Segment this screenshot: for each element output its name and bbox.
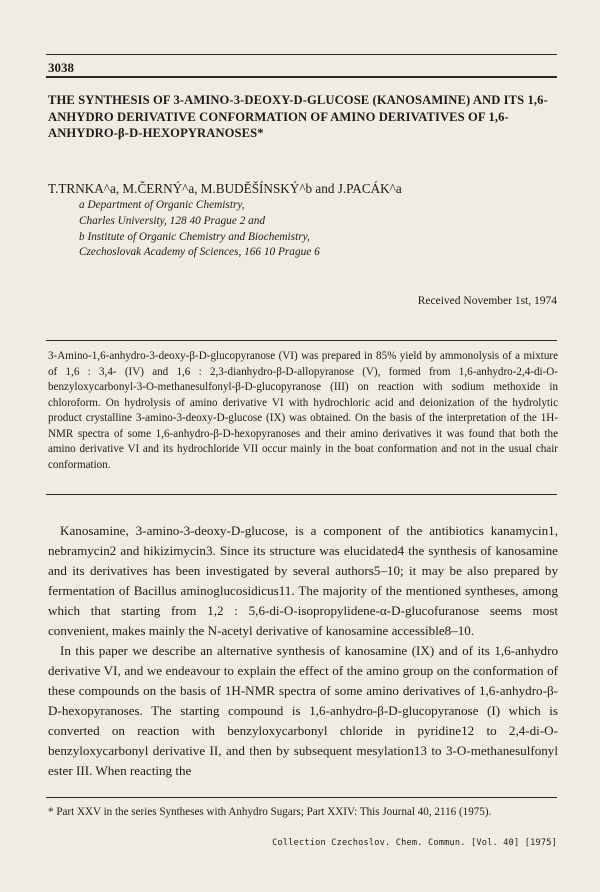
footnote-rule bbox=[46, 797, 557, 798]
footnote: * Part XXV in the series Syntheses with Anhydro Sugars; Part XXIV: This Journal 40, 2116 (1975). bbox=[48, 806, 492, 818]
author-list: T.TRNKA^a, M.ČERNÝ^a, M.BUDĚŠÍNSKÝ^b and J.PACÁK^a bbox=[48, 181, 402, 196]
affiliation-line: a Department of Organic Chemistry, bbox=[79, 199, 245, 211]
affiliation-line: Czechoslovak Academy of Sciences, 166 10 Prague 6 bbox=[79, 246, 320, 259]
journal-footer: Collection Czechoslov. Chem. Commun. [Vol. 40] [1975] bbox=[272, 838, 557, 848]
header-rule bbox=[46, 76, 557, 78]
body-paragraph: In this paper we describe an alternative synthesis of kanosamine (IX) and of its 1,6-anhydro derivative VI, and we endeavour to explain the effect of the amino group on the conformation of these compounds on the basis of 1H-NMR spectra of some amino derivatives of 1,6-anhydro-β-D-hexopyranoses. The starting compound is 1,6-anhydro-β-D-glucopyranose (I) which is converted on reaction with benzyloxycarbonyl chloride in pyridine12 to 2,4-di-O-benzyloxycarbonyl derivative II, and then by subsequent mesylation13 to 3-O-methanesulfonyl ester III. When reacting the bbox=[48, 643, 558, 778]
received-date: Received November 1st, 1974 bbox=[417, 295, 557, 307]
affiliations bbox=[79, 198, 539, 261]
body-text bbox=[48, 521, 558, 781]
abstract-top-rule bbox=[46, 340, 557, 341]
abstract-bottom-rule bbox=[46, 494, 557, 495]
affiliation-line: Charles University, 128 40 Prague 2 and bbox=[79, 214, 266, 227]
article-title bbox=[48, 92, 558, 142]
body-paragraph: Kanosamine, 3-amino-3-deoxy-D-glucose, is a component of the antibiotics kanamycin1, nebramycin2 and hikizimycin3. Since its structure was elucidated4 the synthesis of kanosamine and its derivatives has been investigated by several authors5–10; it may be also prepared by fermentation of Bacillus aminoglucosidicus11. The majority of the mentioned syntheses, among which that starting from 1,2 : 5,6-di-O-isopropylidene-α-D-glucofuranose seems most convenient, makes mainly the N-acetyl derivative of kanosamine accessible8–10. bbox=[48, 523, 558, 638]
page-number: 3038 bbox=[48, 60, 74, 75]
affiliation-line: b Institute of Organic Chemistry and Biochemistry, bbox=[79, 230, 310, 243]
top-rule bbox=[46, 54, 557, 55]
article-title-text: THE SYNTHESIS OF 3-AMINO-3-DEOXY-D-GLUCOSE (KANOSAMINE) AND ITS 1,6-ANHYDRO DERIVATIVE CONFORMATION OF AMINO DERIVATIVES OF 1,6-ANHYDRO-β-D-HEXOPYRANOSES* bbox=[48, 93, 548, 141]
abstract-text: 3-Amino-1,6-anhydro-3-deoxy-β-D-glucopyranose (VI) was prepared in 85% yield by ammonolysis of a mixture of 1,6 : 3,4- (IV) and 1,6 : 2,3-dianhydro-β-D-allopyranose (V), formed from 1,6-anhydro-2,4-di-O-benzyloxycarbonyl-3-O-methanesulfonyl-β-D-glucopyranose (III) on reaction with sodium methoxide in chloroform. On hydrolysis of amino derivative VI with hydrochloric acid and deionization of the hydrolytic product crystalline 3-amino-3-deoxy-D-glucose (IX) was obtained. On the basis of the interpretation of the 1H-NMR spectra of some 1,6-anhydro-β-D-hexopyranoses and their amino derivatives it was found that both the amino derivative VI and its hydrochloride VII occur mainly in the boat conformation and not in the usual chair conformation. bbox=[48, 350, 558, 471]
